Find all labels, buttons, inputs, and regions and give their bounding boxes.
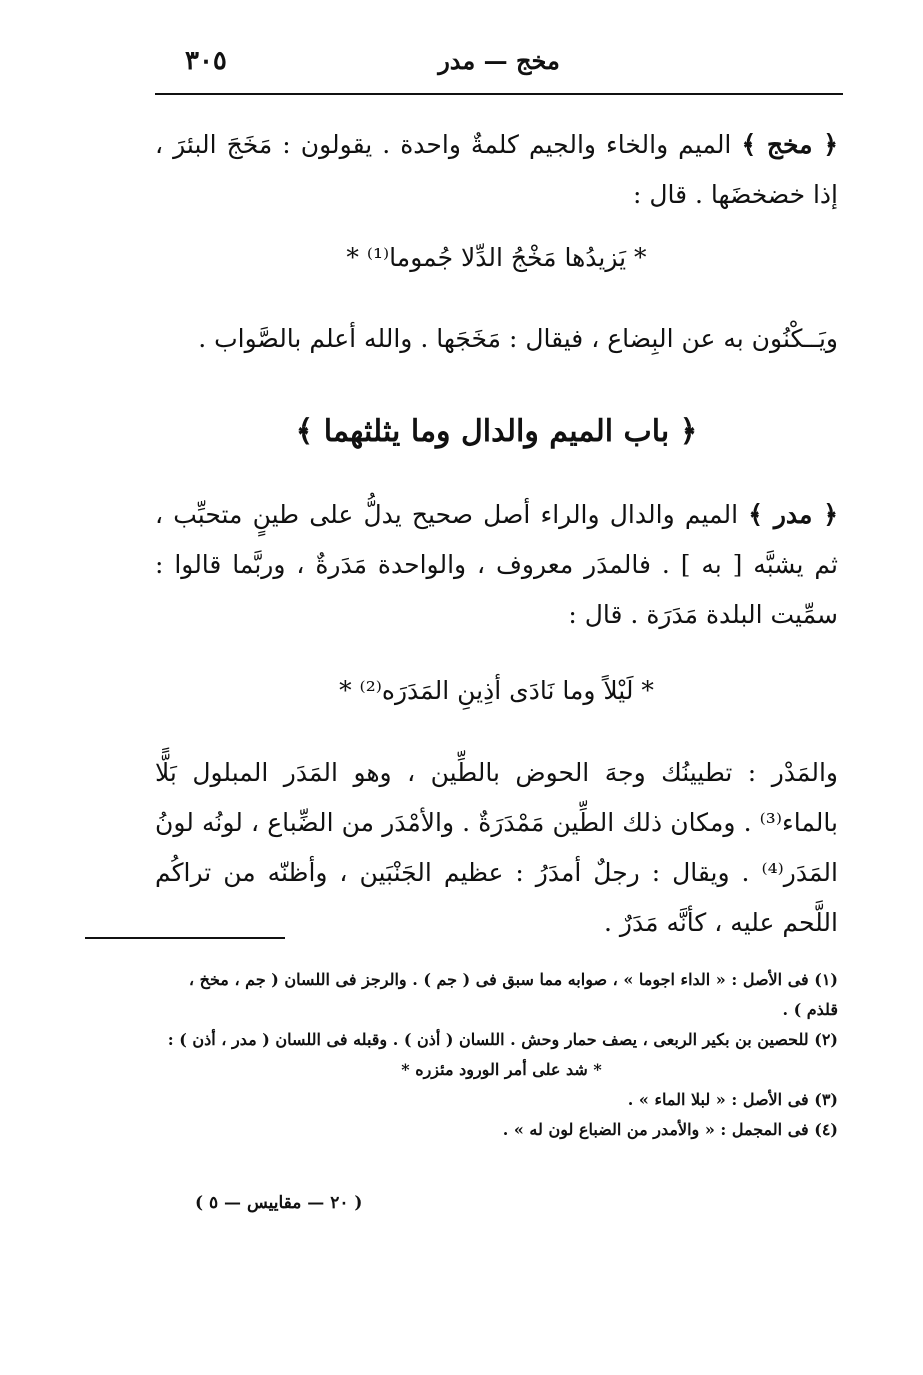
footnote-1: (١) فى الأصل : « الداء اجوما » ، صوابه مما سبق فى ( جم ) . والرجز فى اللسان ( جم ، مخخ ، قلذم ) . (188, 970, 838, 1019)
footnote-2-verse: * شد على أمر الورود مئزره * (401, 1060, 602, 1079)
section-title: ﴿ باب الميم والدال وما يثلثهما ﴾ (295, 414, 698, 449)
header-rule (155, 93, 843, 95)
page-header (155, 40, 843, 90)
page-number: ٣٠٥ (185, 46, 227, 76)
footnote-rule (85, 937, 285, 939)
entry-makhaj (155, 120, 838, 220)
verse-line: * يَزيدُها مَخْجُ الدِّلا جُموما⁽¹⁾ * (346, 243, 647, 272)
printer-signature: ( ٢٠ — مقاييس — ٥ ) (195, 1193, 363, 1213)
entry-closing-text: والمَدْر : تطيينُك وجهَ الحوض بالطِّين ، وهو المَدَر المبلول بَلًّا بالماء⁽³⁾ . ومكان ذلك الطِّين مَمْدَرَةٌ . والأمْدَر من الضِّباع ، لونُه لونُ المَدَر⁽⁴⁾ . ويقال : رجلٌ أمدَرُ : عظيم الجَنْبَين ، وأظنّه من تراكُم اللَّحم عليه ، كأنَّه مَدَرٌ . (155, 758, 838, 937)
verse-line: * لَيْلاً وما نَادَى أذِينِ المَدَرَه⁽²⁾ * (339, 676, 654, 705)
entry-closing-text: ويَــكْنُون به عن البِضاع ، فيقال : مَخَجَها . والله أعلم بالصَّواب . (198, 324, 838, 353)
footnote-4: (٤) فى المجمل : « والأمدر من الضباع لون له » . (502, 1120, 838, 1139)
entry-madar (155, 490, 838, 640)
entry-text: الميم والدال والراء أصل صحيح يدلُّ على طينٍ متحبِّب ، ثم يشبَّه [ به ] . فالمدَر معروف ، والواحدة مَدَرةٌ ، وربَّما قالوا : سمِّيت البلدة مَدَرَة . قال : (155, 500, 838, 629)
entry-text: الميم والخاء والجيم كلمةٌ واحدة . يقولون : مَخَجَ البئرَ ، إذا خضخضَها . قال : (155, 130, 838, 209)
entry-headword: ﴿ مدر ﴾ (748, 500, 839, 529)
entry-headword: ﴿ مخج ﴾ (741, 130, 838, 159)
footnote-3: (٣) فى الأصل : « لبلا الماء » . (627, 1090, 838, 1109)
running-title: مخج — مدر (438, 46, 560, 75)
footnote-2: (٢) للحصين بن بكير الربعى ، يصف حمار وحش . اللسان ( أذن ) . وقبله فى اللسان ( مدر ، أذن ) : (167, 1030, 838, 1049)
footnotes (165, 965, 838, 1145)
